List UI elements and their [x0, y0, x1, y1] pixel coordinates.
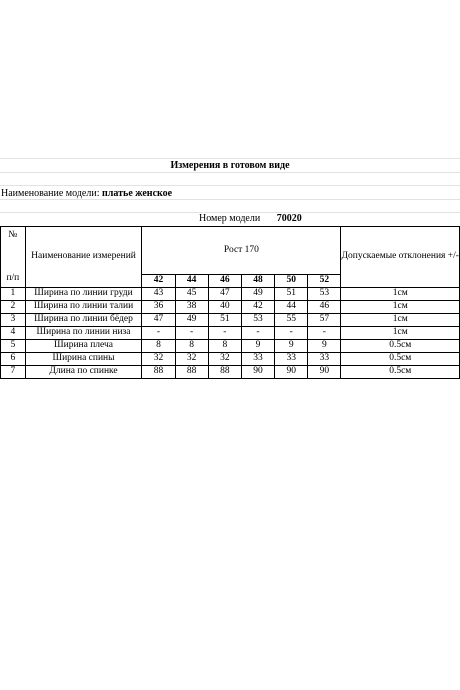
tolerance-cell: 0.5см	[341, 366, 460, 379]
value-cell: 33	[308, 353, 341, 366]
row-name-cell: Ширина плеча	[25, 340, 142, 353]
size-header-cell: 42	[142, 275, 175, 288]
value-cell: 47	[142, 314, 175, 327]
row-name-cell: Ширина по линии бёдер	[25, 314, 142, 327]
row-name-cell: Длина по спинке	[25, 366, 142, 379]
value-cell: 88	[142, 366, 175, 379]
header-number-cell	[1, 227, 26, 288]
row-number-cell: 6	[1, 353, 26, 366]
value-cell: 90	[275, 366, 308, 379]
value-cell: 33	[275, 353, 308, 366]
table-row	[1, 353, 460, 366]
value-cell: -	[208, 327, 241, 340]
value-cell: -	[175, 327, 208, 340]
value-cell: 33	[241, 353, 274, 366]
value-cell: 9	[275, 340, 308, 353]
table-row	[1, 288, 460, 301]
value-cell: 8	[142, 340, 175, 353]
value-cell: 43	[142, 288, 175, 301]
table-row	[1, 340, 460, 353]
tolerance-cell: 1см	[341, 327, 460, 340]
grid-line	[0, 199, 460, 200]
row-name-cell: Ширина по линии талии	[25, 301, 142, 314]
value-cell: 57	[308, 314, 341, 327]
value-cell: -	[308, 327, 341, 340]
value-cell: 53	[241, 314, 274, 327]
value-cell: 90	[241, 366, 274, 379]
tolerance-cell: 0.5см	[341, 340, 460, 353]
table-row	[1, 327, 460, 340]
table-row	[1, 301, 460, 314]
value-cell: 88	[208, 366, 241, 379]
value-cell: 49	[175, 314, 208, 327]
tolerance-cell: 1см	[341, 301, 460, 314]
row-number-cell: 1	[1, 288, 26, 301]
size-header-cell: 46	[208, 275, 241, 288]
value-cell: -	[241, 327, 274, 340]
value-cell: 90	[308, 366, 341, 379]
row-number-cell: 5	[1, 340, 26, 353]
value-cell: 49	[241, 288, 274, 301]
header-tolerance: Допускаемые отклонения +/-	[341, 227, 460, 288]
model-number-line	[199, 213, 302, 224]
row-number-cell: 2	[1, 301, 26, 314]
value-cell: 38	[175, 301, 208, 314]
value-cell: 32	[175, 353, 208, 366]
measurements-table	[0, 226, 460, 379]
value-cell: 45	[175, 288, 208, 301]
table-row	[1, 314, 460, 327]
model-number-label: Номер модели	[199, 213, 261, 224]
grid-line	[0, 172, 460, 173]
value-cell: 32	[142, 353, 175, 366]
row-number-cell: 4	[1, 327, 26, 340]
value-cell: 55	[275, 314, 308, 327]
model-name-line	[1, 188, 172, 199]
value-cell: 51	[208, 314, 241, 327]
value-cell: -	[142, 327, 175, 340]
size-header-cell: 52	[308, 275, 341, 288]
row-number-cell: 3	[1, 314, 26, 327]
row-number-cell: 7	[1, 366, 26, 379]
value-cell: 8	[208, 340, 241, 353]
value-cell: 40	[208, 301, 241, 314]
document-title: Измерения в готовом виде	[170, 160, 290, 171]
size-header-cell: 44	[175, 275, 208, 288]
header-row	[1, 227, 460, 275]
header-measurement-name: Наименование измерений	[25, 227, 142, 288]
size-header-cell: 48	[241, 275, 274, 288]
value-cell: 8	[175, 340, 208, 353]
row-name-cell: Ширина по линии груди	[25, 288, 142, 301]
value-cell: 9	[308, 340, 341, 353]
value-cell: 32	[208, 353, 241, 366]
grid-line	[0, 185, 460, 186]
row-name-cell: Ширина по линии низа	[25, 327, 142, 340]
value-cell: 47	[208, 288, 241, 301]
tolerance-cell: 1см	[341, 314, 460, 327]
header-height: Рост 170	[142, 227, 341, 275]
model-number-value: 70020	[276, 213, 302, 224]
value-cell: 46	[308, 301, 341, 314]
tolerance-cell: 1см	[341, 288, 460, 301]
grid-line	[0, 158, 460, 159]
size-header-cell: 50	[275, 275, 308, 288]
value-cell: 53	[308, 288, 341, 301]
tolerance-cell: 0.5см	[341, 353, 460, 366]
value-cell: 88	[175, 366, 208, 379]
value-cell: -	[275, 327, 308, 340]
header-number-symbol: №	[8, 230, 18, 240]
header-number-abbrev: п/п	[6, 272, 20, 283]
row-name-cell: Ширина спины	[25, 353, 142, 366]
value-cell: 36	[142, 301, 175, 314]
model-name-value: платье женское	[102, 188, 173, 199]
value-cell: 44	[275, 301, 308, 314]
value-cell: 42	[241, 301, 274, 314]
model-name-label: Наименование модели:	[1, 188, 100, 199]
table-row	[1, 366, 460, 379]
value-cell: 51	[275, 288, 308, 301]
value-cell: 9	[241, 340, 274, 353]
